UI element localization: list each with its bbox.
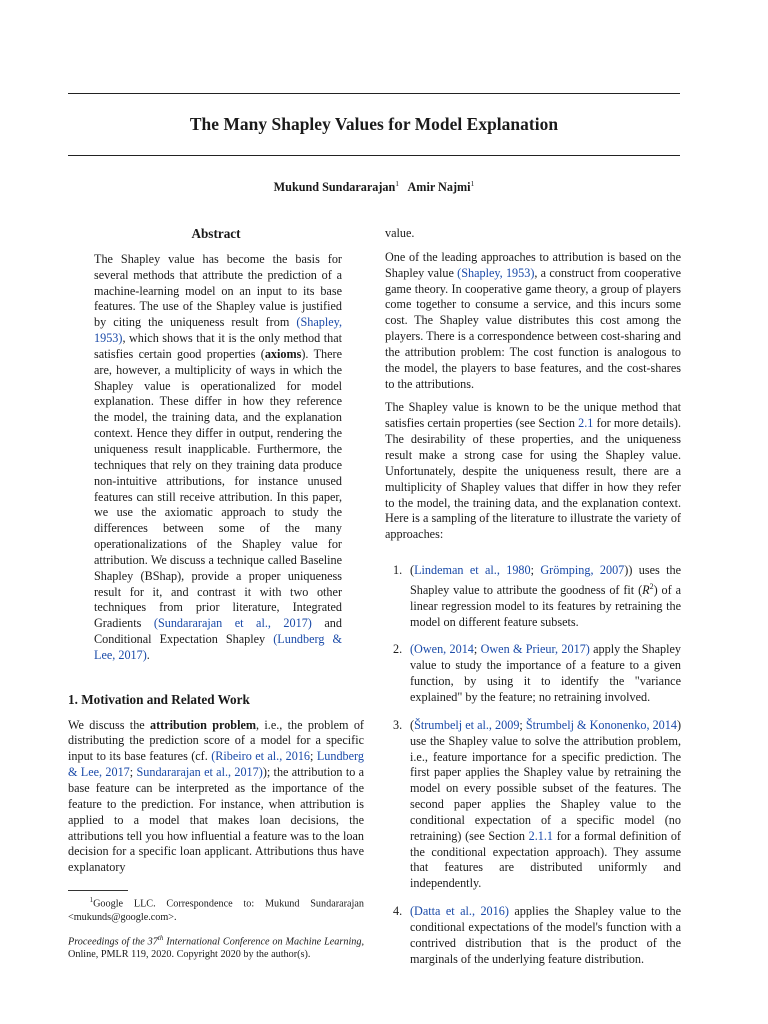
proceedings-copyright: , Online, PMLR 119, 2020. Copyright 2020 by the author(s). — [68, 936, 365, 961]
citation-link[interactable]: (Datta et al., 2016) — [410, 904, 509, 919]
text-run: The Shapley value is known to be the unique method that satisfies certain properties (see Section — [385, 400, 681, 431]
bold-term: attribution problem — [150, 717, 257, 732]
section-heading: 1. Motivation and Related Work — [68, 691, 250, 707]
proceedings-note — [68, 932, 364, 962]
footnote-rule — [68, 890, 128, 891]
text-run: The Shapley value has become the basis for several methods that attribute the prediction of a machine-learning model on an input to its base features. The use of the Shapley value is justified by citing the uniqueness result from — [94, 251, 342, 330]
citation-link[interactable]: (Sundararajan et al., 2017) — [153, 616, 312, 631]
list-item — [385, 904, 681, 967]
citation-link[interactable]: Štrumbelj & Kononenko, 2014 — [525, 717, 677, 732]
list-number: 4. — [393, 904, 403, 919]
proceedings-venue: Proceedings of the 37 — [68, 936, 158, 948]
citation-link[interactable]: Štrumbelj et al., 2009 — [414, 717, 520, 732]
bold-term: axioms — [264, 346, 302, 361]
author-line — [68, 180, 680, 195]
citation-link[interactable]: 2.1 — [578, 416, 594, 431]
citation-link[interactable]: (Owen, 2014 — [410, 642, 474, 657]
text-run: for more details). The desirability of these properties, and the uniqueness result make a strong case for using the Shapley value. Unfortunately, despite the uniqueness result, there are a multiplicity of Shapley values that differ in how they refer to the model, the training data, and the explanation context. Here is a sampling of the literature to illustrate the variety of approaches: — [385, 416, 682, 542]
list-item-text — [410, 718, 681, 890]
text-run: ) of a linear regression model to its features by retraining the model on different feature subsets. — [410, 582, 681, 629]
list-item — [385, 642, 681, 705]
list-item — [385, 718, 681, 892]
text-run: )) uses the Shapley value to attribute the goodness of fit ( — [410, 563, 681, 597]
citation-link[interactable]: Owen & Prieur, 2017) — [480, 642, 590, 657]
proceedings-ordinal: th — [157, 933, 164, 942]
citation-link[interactable]: Lindeman et al., 1980 — [414, 563, 531, 578]
citation-link[interactable]: (Shapley, 1953) — [94, 315, 342, 346]
text-run: ( — [410, 563, 415, 578]
text-run: . — [146, 647, 150, 662]
title-bottom-rule — [68, 155, 680, 156]
proceedings-conference: International Conference on Machine Learning — [163, 936, 362, 948]
list-number: 3. — [393, 717, 403, 732]
text-run: We discuss the — [68, 717, 151, 732]
section-paragraph — [68, 718, 364, 876]
citation-link[interactable]: 2.1.1 — [528, 828, 553, 843]
text-run: ; — [530, 563, 541, 578]
text-run: , i.e., the problem of distributing the prediction score of a model for a specific input to its base features (cf. — [68, 717, 364, 764]
author-affiliation: 1 — [470, 178, 475, 188]
text-run: ). There are, however, a multiplicity of ways in which the Shapley value is operationalized for model explanation. These differ in how they reference the model, the training data, and the explanation context. Hence they differ in output, rendering the uniqueness result inapplicable. Furthermore, the techniques that rely on they training data produce non-intuitive attributions, for instance unused features can still receive attribution. In this paper, we use the axiomatic approach to study the differences between some of the many operationalizations of the Shapley value for attribution. We discuss a technique called Baseline Shapley (BShap), provide a proper uniqueness result for it, and contrast it with two other techniques from prior literature, Integrated Gradients — [94, 346, 342, 631]
list-number: 1. — [393, 563, 403, 578]
text-run: and Conditional Expectation Shapley — [94, 616, 342, 647]
list-item-text — [410, 904, 681, 966]
citation-link[interactable]: Grömping, 2007 — [540, 563, 625, 578]
approach-list — [385, 563, 681, 967]
body-paragraph — [385, 400, 681, 543]
text-run: , a construct from cooperative game theory. In cooperative game theory, a group of players come together to consume a service, and this incurs some cost. The Shapley value distributes this cost among the players. There is a correspondence between cost-sharing and the attribution problem: The cost function is analogous to the model, the players to base features, and the cost-shares to the attributions. — [385, 265, 681, 391]
text-run: ); the attribution to a base feature can be interpreted as the importance of the feature to the prediction. For instance, when attribution is applied to a model that makes loan decisions, the attributions tell you how influential a feature was to the loan decision for a specific loan applicant. Attributions thus have explanatory — [68, 765, 365, 875]
author-name: Mukund Sundararajan — [273, 180, 396, 194]
author-name: Amir Najmi — [407, 180, 471, 194]
text-run: applies the Shapley value to the conditional expectations of the model's function with a contrived distribution that is the product of the marginals of the underlying feature distribution. — [410, 904, 681, 966]
abstract-text — [68, 252, 364, 664]
citation-link[interactable]: (Lundberg & Lee, 2017) — [94, 632, 343, 662]
footnote-marker: 1 — [89, 896, 94, 905]
carry-over-text: value. — [385, 226, 415, 240]
citation-link[interactable]: Sundararajan et al., 2017) — [136, 765, 263, 780]
text-run: ( — [410, 717, 415, 732]
citation-link[interactable]: (Ribeiro et al., 2016 — [211, 749, 311, 764]
paper-title: The Many Shapley Values for Model Explanation — [189, 114, 559, 134]
text-run: apply the Shapley value to study the importance of a feature to a given function, by using it to identify the "variance explained" by the feature; no retraining involved. — [410, 642, 681, 704]
text-run: R — [642, 582, 650, 597]
text-run: for a formal definition of the conditional expectation approach). They assume that features are distributed uniformly and independently. — [410, 828, 681, 891]
text-run: ) use the Shapley value to solve the attribution problem, i.e., feature importance for a specific prediction. The first paper applies the Shapley value by retraining the model on every possible subset of the features. The second paper applies the Shapley value to the conditional expectation of a specific model (no retraining) (see Section — [410, 717, 682, 843]
text-run: ; — [519, 717, 526, 732]
list-item-text — [410, 642, 681, 704]
citation-link[interactable]: (Shapley, 1953) — [457, 265, 535, 280]
footnote-text: Google LLC. Correspondence to: Mukund Sundararajan <mukunds@google.com>. — [68, 898, 365, 923]
citation-link[interactable]: Lundberg & Lee, 2017 — [68, 749, 364, 780]
text-run: ; — [310, 749, 317, 764]
list-item-text — [410, 563, 681, 629]
text-run: ; — [473, 642, 481, 657]
text-run: ; — [129, 765, 137, 780]
body-paragraph — [385, 250, 681, 393]
abstract-heading: Abstract — [191, 226, 241, 241]
list-number: 2. — [393, 642, 403, 657]
author-affiliation: 1 — [395, 178, 400, 188]
left-column — [68, 226, 364, 962]
list-item — [385, 563, 681, 630]
right-column — [385, 226, 681, 980]
text-run: , which shows that it is the only method that satisfies certain good properties ( — [94, 331, 342, 361]
footnote — [68, 894, 364, 924]
top-rule — [68, 93, 680, 94]
text-run: One of the leading approaches to attribution is based on the Shapley value — [385, 249, 681, 280]
text-run: 2 — [649, 581, 654, 591]
